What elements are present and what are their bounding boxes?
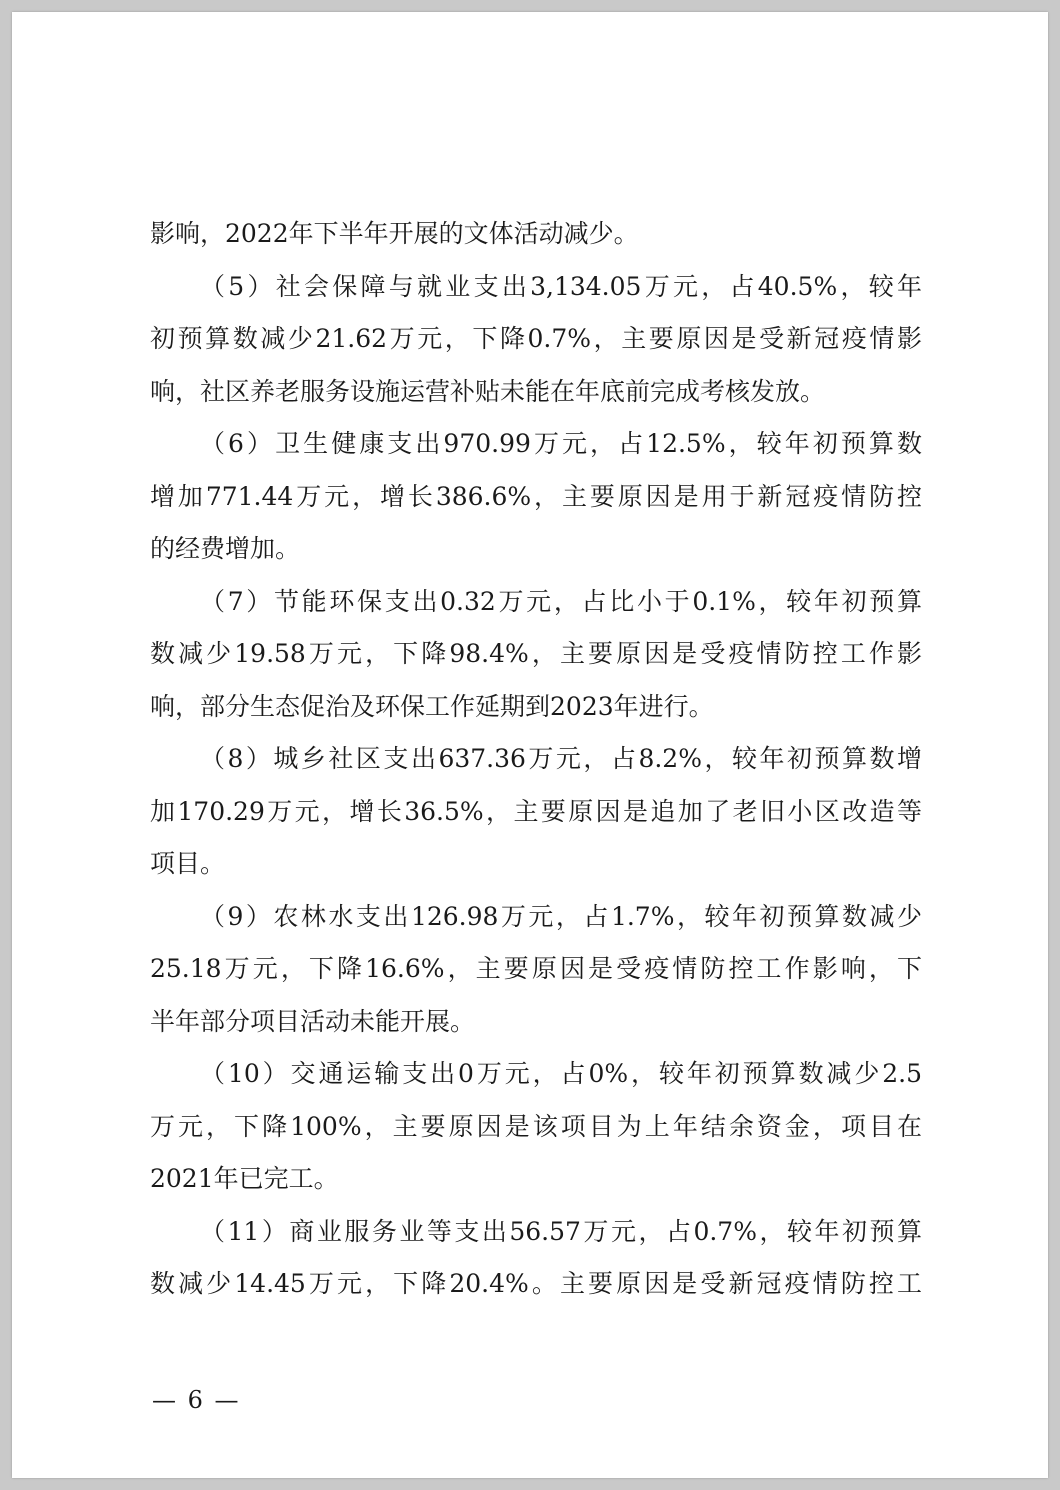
body-text: [150, 208, 922, 1311]
text-line: 响，部分生态促治及环保工作延期到2023年进行。: [150, 691, 714, 721]
text-line: 影响，2022年下半年开展的文体活动减少。: [150, 219, 639, 248]
text-line: 响，社区养老服务设施运营补贴未能在年底前完成考核发放。: [150, 376, 826, 406]
text-line: （9）农林水支出126.98万元，占1.7%，较年初预算数减少: [200, 901, 922, 931]
text-line: （8）城乡社区支出637.36万元，占8.2%，较年初预算数增: [200, 744, 922, 773]
text-line: 万元，下降100%，主要原因是该项目为上年结余资金，项目在: [150, 1111, 922, 1141]
text-line: 数减少14.45万元，下降20.4%。主要原因是受新冠疫情防控工: [150, 1269, 922, 1298]
paragraph: [150, 1048, 922, 1206]
paragraph: [150, 1206, 922, 1311]
paragraph: [150, 208, 922, 261]
text-line: （10）交通运输支出0万元，占0%，较年初预算数减少2.5: [200, 1059, 922, 1088]
text-line: 增加771.44万元，增长386.6%，主要原因是用于新冠疫情防控: [150, 481, 922, 511]
text-line: 项目。: [150, 849, 226, 878]
text-line: 初预算数减少21.62万元，下降0.7%，主要原因是受新冠疫情影: [150, 324, 922, 353]
text-line: （11）商业服务业等支出56.57万元，占0.7%，较年初预算: [200, 1216, 922, 1246]
text-line: （7）节能环保支出0.32万元，占比小于0.1%，较年初预算: [200, 586, 922, 616]
paragraph: [150, 418, 922, 576]
text-line: 25.18万元，下降16.6%，主要原因是受疫情防控工作影响，下: [150, 954, 922, 983]
text-line: 加170.29万元，增长36.5%，主要原因是追加了老旧小区改造等: [150, 796, 922, 826]
paragraph: [150, 891, 922, 1049]
paragraph: [150, 733, 922, 891]
text-line: 的经费增加。: [150, 534, 301, 563]
paragraph: [150, 576, 922, 734]
page-number: — 6 —: [152, 1386, 241, 1414]
text-line: 数减少19.58万元，下降98.4%，主要原因是受疫情防控工作影: [150, 639, 922, 668]
paragraph: [150, 261, 922, 419]
document-page: [12, 12, 1048, 1478]
text-line: （5）社会保障与就业支出3,134.05万元，占40.5%，较年: [200, 271, 922, 301]
text-line: （6）卫生健康支出970.99万元，占12.5%，较年初预算数: [200, 429, 922, 458]
text-line: 2021年已完工。: [150, 1164, 339, 1193]
text-line: 半年部分项目活动未能开展。: [150, 1006, 476, 1036]
